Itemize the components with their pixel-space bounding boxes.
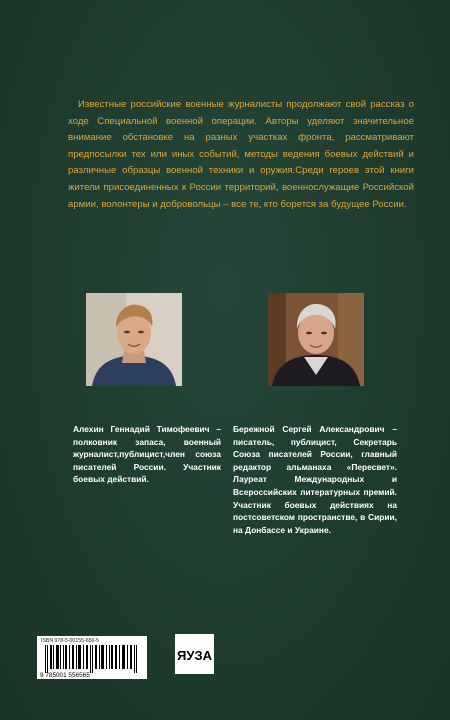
author-photo-berezhnoy	[268, 293, 364, 386]
author-bio-berezhnoy: Бережной Сергей Александрович – писатель, публицист, Секретарь Союза писателей России, главный редактор альманаха «Пересвет». Лауреат Международных и Всероссийских литературных премий. Участник боевых действиях на постсоветском пространстве, в Сирии, на Донбассе и Украине.	[233, 424, 397, 535]
barcode-digits: 9 785001 556565	[40, 672, 90, 678]
author-bio-alekhin: Алехин Геннадий Тимофеевич – полковник запаса, военный журналист,публицист,член союза писателей России. Участник боевых действий.	[73, 424, 221, 485]
isbn-barcode	[37, 636, 147, 679]
book-blurb: Известные российские военные журналисты продолжают свой рассказ о ходе Специальной военной операции. Авторы уделяют значительное внимание обстановке на разных участках фронта, рассматривают предпосылки тех или иных событий, методы ведения боевых действий и различные образцы военной техники и оружия.Среди героев этой книги жители присоединенных к России территорий, военнослужащие Российской армии, волонтеры и добровольцы – все те, кто борется за будущее России.	[68, 99, 414, 210]
publisher-logo-text: ЯУЗА	[177, 648, 212, 663]
publisher-logo	[175, 634, 214, 674]
author-photo-alekhin	[86, 293, 182, 386]
barcode-icon	[39, 645, 145, 678]
isbn-number: ISBN 978-5-00155-656-5	[41, 638, 99, 644]
